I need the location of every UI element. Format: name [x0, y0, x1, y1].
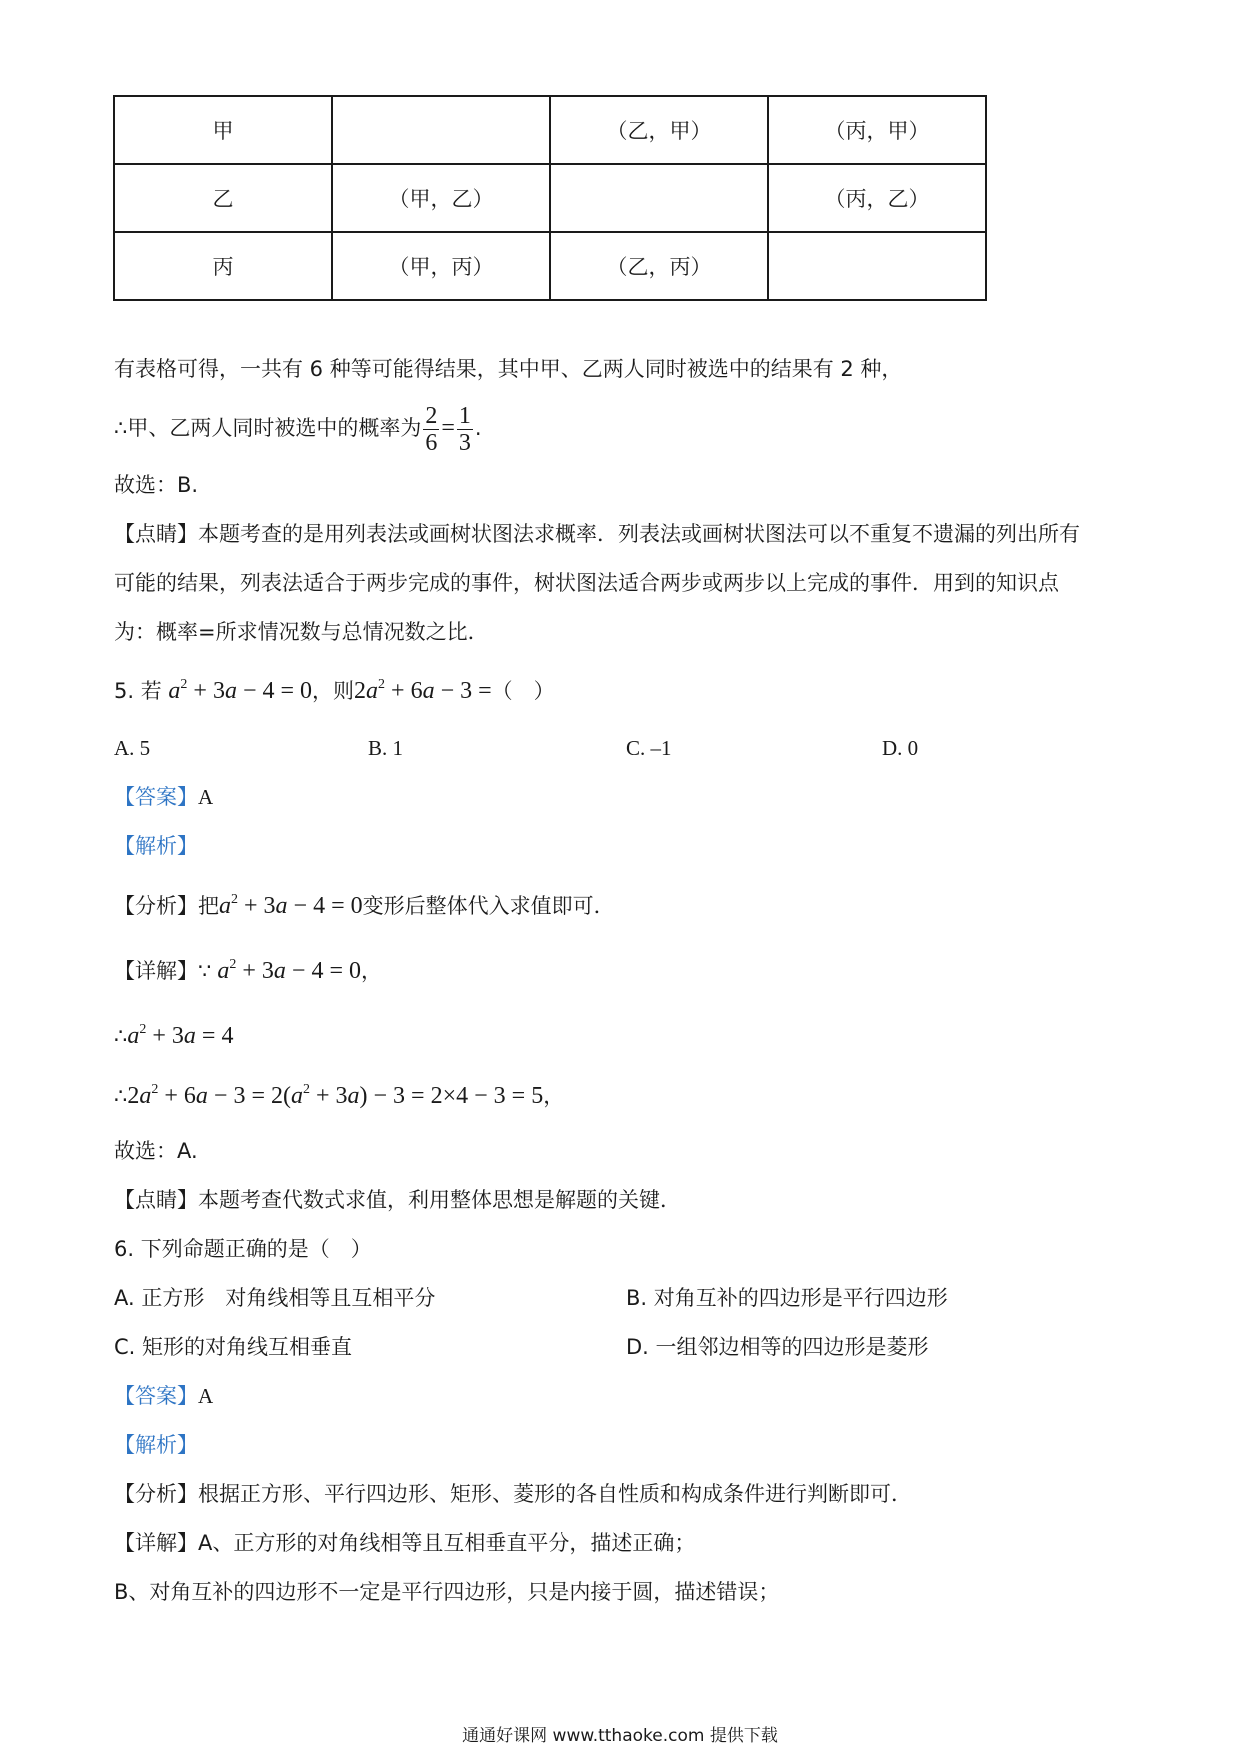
- because-symbol: ∵: [198, 959, 212, 983]
- q5-step-1: [114, 1023, 233, 1048]
- fenxi-text: 根据正方形、平行四边形、矩形、菱形的各自性质和构成条件进行判断即可．: [198, 1482, 912, 1506]
- q5-stem: [114, 678, 555, 703]
- q5-option-b: B. 1: [368, 736, 404, 760]
- q5-answer: [114, 787, 213, 808]
- q4-probability-line: [114, 400, 482, 456]
- table-cell: （乙，丙）: [550, 232, 768, 300]
- outcome-table: [113, 95, 987, 301]
- q6-answer: [114, 1386, 213, 1407]
- q5-number: 5. 若: [114, 679, 162, 703]
- comment-tag: 【点睛】: [114, 1188, 198, 1212]
- q5-option-a: A. 5: [114, 736, 151, 760]
- q4-probability-suffix: .: [474, 416, 482, 440]
- q5-fenxi: [114, 893, 615, 918]
- q4-comment-line-3: 为：概率=所求情况数与总情况数之比．: [114, 620, 489, 644]
- answer-value: A: [198, 1384, 214, 1408]
- fenxi-suffix: 变形后整体代入求值即可．: [362, 894, 615, 918]
- xiangjie-tag: 【详解】: [114, 1531, 198, 1555]
- step-1-equation: $a^2 + 3a = 4$: [127, 1022, 234, 1049]
- q6-option-d: D. 一组邻边相等的四边形是菱形: [626, 1335, 929, 1359]
- table-row: [114, 96, 986, 164]
- fraction-denominator: 6: [425, 429, 438, 456]
- table-cell: （甲，乙）: [332, 164, 550, 232]
- xiangjie-tag: 【详解】: [114, 959, 198, 983]
- step-2-equation: $2a^2 + 6a - 3 = 2(a^2 + 3a) - 3 = 2\times 4 - 3 = 5$: [127, 1082, 544, 1109]
- xiangjie-text: A、正方形的对角线相等且互相垂直平分，描述正确；: [198, 1531, 696, 1555]
- q4-choice: 故选：B.: [114, 473, 199, 497]
- q4-comment-line-2: 可能的结果，列表法适合于两步完成的事件，树状图法适合两步或两步以上完成的事件．用到的知识点: [114, 571, 1059, 595]
- table-row: [114, 164, 986, 232]
- xiangjie-suffix: ，: [361, 959, 382, 983]
- fraction-numerator: 2: [425, 402, 438, 429]
- q5-comment: [114, 1190, 681, 1211]
- therefore-symbol: ∴: [114, 1024, 128, 1048]
- fraction-two-sixths: [423, 403, 439, 456]
- q6-option-b: B. 对角互补的四边形是平行四边形: [626, 1286, 948, 1310]
- comment-text: 本题考查的是用列表法或画树状图法求概率．列表法或画树状图法可以不重复不遗漏的列出所有: [198, 522, 1080, 546]
- fenxi-tag: 【分析】: [114, 1482, 198, 1506]
- fenxi-equation: $a^2 + 3a - 4 = 0$: [219, 892, 363, 919]
- q4-probability-prefix: ∴甲、乙两人同时被选中的概率为: [114, 416, 422, 440]
- q5-xiangjie: [114, 958, 382, 983]
- q4-result-text: 有表格可得，一共有 6 种等可能得结果，其中甲、乙两人同时被选中的结果有 2 种，: [114, 357, 903, 381]
- comment-text: 本题考查代数式求值，利用整体思想是解题的关键．: [198, 1188, 681, 1212]
- fenxi-prefix: 把: [198, 894, 219, 918]
- table-cell: 甲: [114, 96, 332, 164]
- xiangjie-equation: $a^2 + 3a - 4 = 0$: [217, 957, 361, 984]
- q5-analysis-tag: 【解析】: [114, 834, 198, 858]
- fraction-denominator: 3: [458, 429, 471, 456]
- q5-equation: $a^2 + 3a - 4 = 0$: [168, 677, 313, 704]
- table-cell: （乙，甲）: [550, 96, 768, 164]
- table-cell: 丙: [114, 232, 332, 300]
- table-row: [114, 232, 986, 300]
- page-footer: 通通好课网 www.tthaoke.com 提供下载: [462, 1726, 778, 1746]
- q6-analysis-tag: 【解析】: [114, 1433, 198, 1457]
- q5-blank: （ ）: [491, 679, 555, 703]
- answer-tag: 【答案】: [114, 785, 198, 809]
- table-cell: [332, 96, 550, 164]
- q6-line-b: B、对角互补的四边形不一定是平行四边形，只是内接于圆，描述错误；: [114, 1580, 780, 1604]
- q5-option-c: C. –1: [626, 736, 672, 760]
- fraction-one-third: [457, 403, 473, 456]
- equals-sign: =: [441, 415, 455, 441]
- q6-option-c: C. 矩形的对角线互相垂直: [114, 1335, 353, 1359]
- q5-option-d: D. 0: [882, 736, 919, 760]
- fenxi-tag: 【分析】: [114, 894, 198, 918]
- q6-option-a: A. 正方形 对角线相等且互相平分: [114, 1286, 436, 1310]
- fraction-numerator: 1: [458, 402, 471, 429]
- q5-choice: 故选：A.: [114, 1139, 198, 1163]
- table-cell: [768, 232, 986, 300]
- table-cell: [550, 164, 768, 232]
- q6-fenxi: [114, 1484, 912, 1505]
- table-cell: （丙，甲）: [768, 96, 986, 164]
- answer-value: A: [198, 785, 214, 809]
- q6-stem: 6. 下列命题正确的是（ ）: [114, 1237, 372, 1261]
- table-cell: （甲，丙）: [332, 232, 550, 300]
- table-cell: （丙，乙）: [768, 164, 986, 232]
- q5-connector: ，则: [312, 679, 355, 703]
- step-2-suffix: ，: [543, 1084, 565, 1108]
- q4-comment-line-1: [114, 524, 1080, 545]
- table-cell: 乙: [114, 164, 332, 232]
- comment-tag: 【点睛】: [114, 522, 198, 546]
- answer-tag: 【答案】: [114, 1384, 198, 1408]
- q5-expression: $2a^2 + 6a - 3$ =: [354, 677, 492, 704]
- q6-xiangjie: [114, 1533, 695, 1554]
- q5-step-2: [114, 1083, 564, 1108]
- therefore-symbol: ∴: [114, 1084, 128, 1108]
